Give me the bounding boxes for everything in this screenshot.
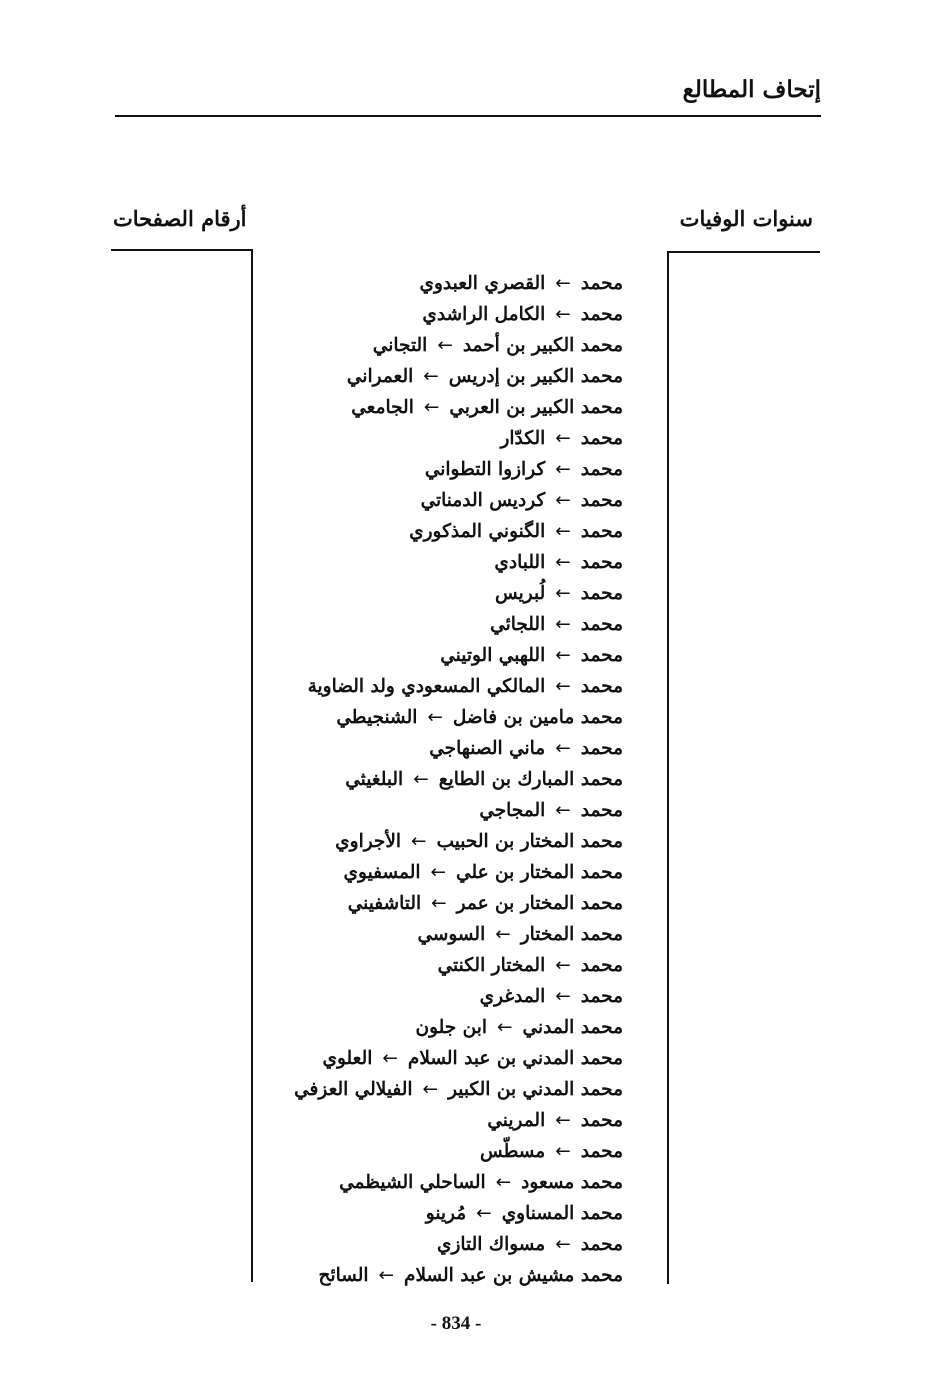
index-entry xyxy=(203,950,623,981)
entry-name: محمد المختار بن عمر xyxy=(456,893,623,914)
index-entry xyxy=(203,1012,623,1043)
entry-reference: اللهبي الوتيني xyxy=(440,645,546,666)
index-entry xyxy=(203,1229,623,1260)
entry-name: محمد xyxy=(580,645,623,666)
heading-page-numbers: أرقام الصفحات xyxy=(113,206,247,231)
entry-name: محمد مشيش بن عبد السلام xyxy=(404,1265,623,1286)
entry-reference: كرازوا التطواني xyxy=(424,459,546,480)
index-entry xyxy=(203,1260,623,1291)
arrow-left-icon: ← xyxy=(555,800,571,821)
index-entry xyxy=(203,857,623,888)
entry-name: محمد xyxy=(580,1110,623,1131)
entry-reference: السوسي xyxy=(417,924,486,945)
arrow-left-icon: ← xyxy=(555,676,571,697)
entry-reference: لُبريس xyxy=(495,583,546,604)
entry-name: محمد المبارك بن الطايع xyxy=(438,769,623,790)
entry-reference: الشنجيطي xyxy=(336,707,418,728)
entry-reference: مسطّس xyxy=(480,1141,546,1162)
index-entry xyxy=(203,299,623,330)
entry-name: محمد xyxy=(580,955,623,976)
entry-name: محمد xyxy=(580,800,623,821)
entry-name: محمد xyxy=(580,490,623,511)
entry-name: محمد xyxy=(580,738,623,759)
arrow-left-icon: ← xyxy=(423,397,440,418)
arrow-left-icon: ← xyxy=(411,831,427,852)
entry-name: محمد الكبير بن إدريس xyxy=(448,366,623,387)
arrow-left-icon: ← xyxy=(495,1172,512,1193)
entry-name: محمد الكبير بن أحمد xyxy=(462,335,623,356)
entry-name: محمد xyxy=(580,428,623,449)
entry-reference: البلغيثي xyxy=(345,769,404,790)
index-entry xyxy=(203,1105,623,1136)
arrow-left-icon: ← xyxy=(555,645,571,666)
entry-reference: الساحلي الشيظمي xyxy=(339,1172,486,1193)
index-entry xyxy=(203,826,623,857)
arrow-left-icon: ← xyxy=(555,1234,571,1255)
index-entry xyxy=(203,268,623,299)
entry-name: محمد المدني بن عبد السلام xyxy=(407,1048,623,1069)
entry-name: محمد xyxy=(580,1141,623,1162)
entry-name: محمد xyxy=(580,676,623,697)
entry-reference: ماني الصنهاجي xyxy=(429,738,546,759)
entry-reference: التجاني xyxy=(372,335,428,356)
entry-name: محمد المختار بن علي xyxy=(456,862,623,883)
arrow-left-icon: ← xyxy=(476,1203,492,1224)
index-entry xyxy=(203,702,623,733)
heading-death-years: سنوات الوفيات xyxy=(679,206,813,231)
entry-name: محمد الكبير بن العربي xyxy=(449,397,623,418)
index-entry xyxy=(203,361,623,392)
entry-name: محمد المختار xyxy=(520,924,623,945)
entry-reference: ابن جلون xyxy=(415,1017,488,1038)
entry-reference: اللبادي xyxy=(494,552,546,573)
entry-name: محمد xyxy=(580,614,623,635)
index-entry xyxy=(203,1198,623,1229)
entry-name: محمد xyxy=(580,273,623,294)
entry-reference: المدغري xyxy=(479,986,546,1007)
arrow-left-icon: ← xyxy=(555,614,571,635)
entry-name: محمد xyxy=(580,583,623,604)
header-rule xyxy=(115,115,821,117)
entry-reference: المجاجي xyxy=(479,800,546,821)
arrow-left-icon: ← xyxy=(555,490,571,511)
index-entry xyxy=(203,640,623,671)
index-entry xyxy=(203,888,623,919)
entry-reference: المختار الكنتي xyxy=(437,955,546,976)
arrow-left-icon: ← xyxy=(555,273,571,294)
entry-name: محمد xyxy=(580,304,623,325)
entry-reference: المالكي المسعودي ولد الضاوية xyxy=(307,676,546,697)
arrow-left-icon: ← xyxy=(555,1141,571,1162)
index-entry xyxy=(203,392,623,423)
index-entry xyxy=(203,578,623,609)
arrow-left-icon: ← xyxy=(555,304,571,325)
left-column-rule-top xyxy=(111,249,253,251)
arrow-left-icon: ← xyxy=(413,769,429,790)
entry-name: محمد xyxy=(580,986,623,1007)
entry-name: محمد xyxy=(580,552,623,573)
index-entry xyxy=(203,764,623,795)
arrow-left-icon: ← xyxy=(495,924,511,945)
entry-name: محمد المسناوي xyxy=(501,1203,623,1224)
arrow-left-icon: ← xyxy=(555,521,571,542)
page-number: - 834 - xyxy=(430,1313,482,1334)
entry-reference: الفيلالي العزفي xyxy=(294,1079,413,1100)
arrow-left-icon: ← xyxy=(555,955,571,976)
entry-reference: المسفيوي xyxy=(343,862,421,883)
arrow-left-icon: ← xyxy=(555,583,571,604)
arrow-left-icon: ← xyxy=(437,335,453,356)
index-entry xyxy=(203,795,623,826)
index-entries-list xyxy=(203,268,623,1291)
right-column-rule-side xyxy=(667,251,669,1284)
index-entry xyxy=(203,330,623,361)
index-entry xyxy=(203,1043,623,1074)
entry-reference: مُرينو xyxy=(425,1203,467,1224)
arrow-left-icon: ← xyxy=(423,366,439,387)
entry-reference: التاشفيني xyxy=(347,893,422,914)
arrow-left-icon: ← xyxy=(555,428,571,449)
arrow-left-icon: ← xyxy=(497,1017,513,1038)
index-entry xyxy=(203,423,623,454)
index-entry xyxy=(203,485,623,516)
index-entry xyxy=(203,1074,623,1105)
entry-reference: القصري العبدوي xyxy=(419,273,546,294)
entry-reference: مسواك التازي xyxy=(437,1234,546,1255)
entry-reference: الكامل الراشدي xyxy=(422,304,546,325)
entry-reference: اللجائي xyxy=(490,614,546,635)
index-entry xyxy=(203,733,623,764)
arrow-left-icon: ← xyxy=(555,986,571,1007)
entry-name: محمد المدني بن الكبير xyxy=(448,1079,623,1100)
entry-reference: العمراني xyxy=(346,366,414,387)
arrow-left-icon: ← xyxy=(555,459,571,480)
index-entry xyxy=(203,919,623,950)
arrow-left-icon: ← xyxy=(555,1110,571,1131)
arrow-left-icon: ← xyxy=(431,893,447,914)
index-entry xyxy=(203,516,623,547)
arrow-left-icon: ← xyxy=(555,738,571,759)
arrow-left-icon: ← xyxy=(382,1048,398,1069)
entry-reference: الكدّار xyxy=(500,428,546,449)
entry-name: محمد المختار بن الحبيب xyxy=(436,831,623,852)
entry-reference: كرديس الدمناتي xyxy=(420,490,546,511)
entry-reference: الجامعي xyxy=(351,397,414,418)
arrow-left-icon: ← xyxy=(378,1265,395,1286)
index-entry xyxy=(203,547,623,578)
entry-reference: الأجراوي xyxy=(335,831,402,852)
index-entry xyxy=(203,1136,623,1167)
entry-name: محمد مامين بن فاضل xyxy=(452,707,623,728)
index-entry xyxy=(203,671,623,702)
entry-name: محمد xyxy=(580,521,623,542)
index-entry xyxy=(203,454,623,485)
arrow-left-icon: ← xyxy=(555,552,571,573)
index-entry xyxy=(203,609,623,640)
arrow-left-icon: ← xyxy=(427,707,443,728)
arrow-left-icon: ← xyxy=(430,862,447,883)
entry-reference: العلوي xyxy=(322,1048,373,1069)
entry-name: محمد المدني xyxy=(522,1017,623,1038)
entry-name: محمد xyxy=(580,459,623,480)
entry-name: محمد xyxy=(580,1234,623,1255)
index-entry xyxy=(203,981,623,1012)
right-column-rule-top xyxy=(667,251,820,253)
arrow-left-icon: ← xyxy=(422,1079,439,1100)
index-entry xyxy=(203,1167,623,1198)
entry-reference: السائح xyxy=(318,1265,369,1286)
entry-reference: المريني xyxy=(487,1110,546,1131)
running-title: إتحاف المطالع xyxy=(682,76,821,103)
entry-reference: الگنوني المذكوري xyxy=(409,521,546,542)
entry-name: محمد مسعود xyxy=(521,1172,623,1193)
